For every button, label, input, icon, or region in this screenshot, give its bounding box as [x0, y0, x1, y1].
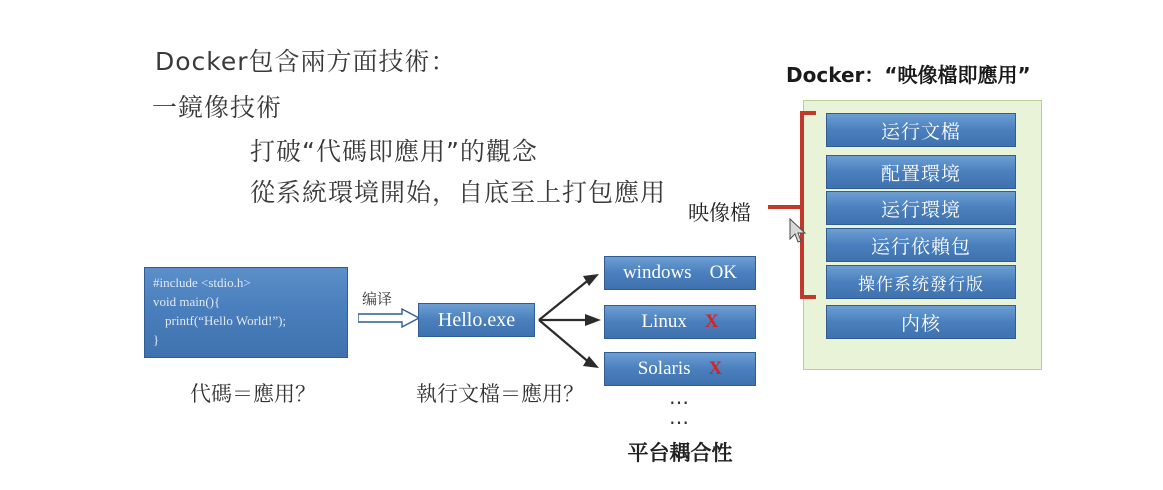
- layer-box-config-env: 配置環境: [826, 155, 1016, 189]
- fanout-arrows-icon: [537, 262, 603, 380]
- compile-label: 编译: [362, 290, 393, 308]
- platform-status-mark: X: [708, 358, 723, 379]
- mouse-cursor-icon: [789, 218, 807, 244]
- headline-line-4: 從系統環境開始，自底至上打包應用: [250, 178, 667, 207]
- compile-arrow-icon: [358, 308, 420, 328]
- platform-box-windows: [604, 256, 756, 290]
- code-box: [144, 267, 348, 358]
- headline-line-2: 一鏡像技術: [152, 93, 283, 122]
- docker-title: Docker：“映像檔即應用”: [786, 63, 1031, 87]
- headline-line-3: 打破“代碼即應用”的觀念: [250, 137, 538, 166]
- code-caption: 代碼＝應用？: [190, 382, 316, 406]
- code-line: printf(“Hello World!”);: [165, 312, 287, 328]
- platform-box-solaris: [604, 352, 756, 386]
- code-line: #include <stdio.h>: [153, 275, 251, 290]
- headline-line-1: Docker包含兩方面技術：: [155, 47, 457, 76]
- code-line: }: [153, 331, 160, 347]
- platform-status-mark: X: [704, 311, 719, 332]
- platform-coupling-caption: 平台耦合性: [627, 441, 733, 465]
- executable-caption: 執行文檔＝應用？: [416, 382, 584, 406]
- platform-name: windows: [622, 262, 692, 283]
- image-label: 映像檔: [688, 201, 751, 225]
- code-line: void main(){: [153, 293, 221, 309]
- layer-box-runtime-deps: 运行依賴包: [826, 228, 1016, 262]
- layer-box-runtime-env: 运行環境: [826, 191, 1016, 225]
- executable-box: Hello.exe: [418, 303, 535, 337]
- platform-name: Linux: [641, 311, 687, 332]
- layer-box-runtime-files: 运行文檔: [826, 113, 1016, 147]
- platform-ellipsis: …: [669, 385, 691, 409]
- platform-box-linux: [604, 305, 756, 339]
- layer-box-os-distribution: 操作系统發行版: [826, 265, 1016, 299]
- layer-box-kernel: 内核: [826, 305, 1016, 339]
- platform-status-mark: OK: [709, 262, 738, 283]
- platform-name: Solaris: [637, 358, 691, 379]
- platform-ellipsis: …: [669, 405, 691, 429]
- image-label-connector-icon: [768, 200, 802, 214]
